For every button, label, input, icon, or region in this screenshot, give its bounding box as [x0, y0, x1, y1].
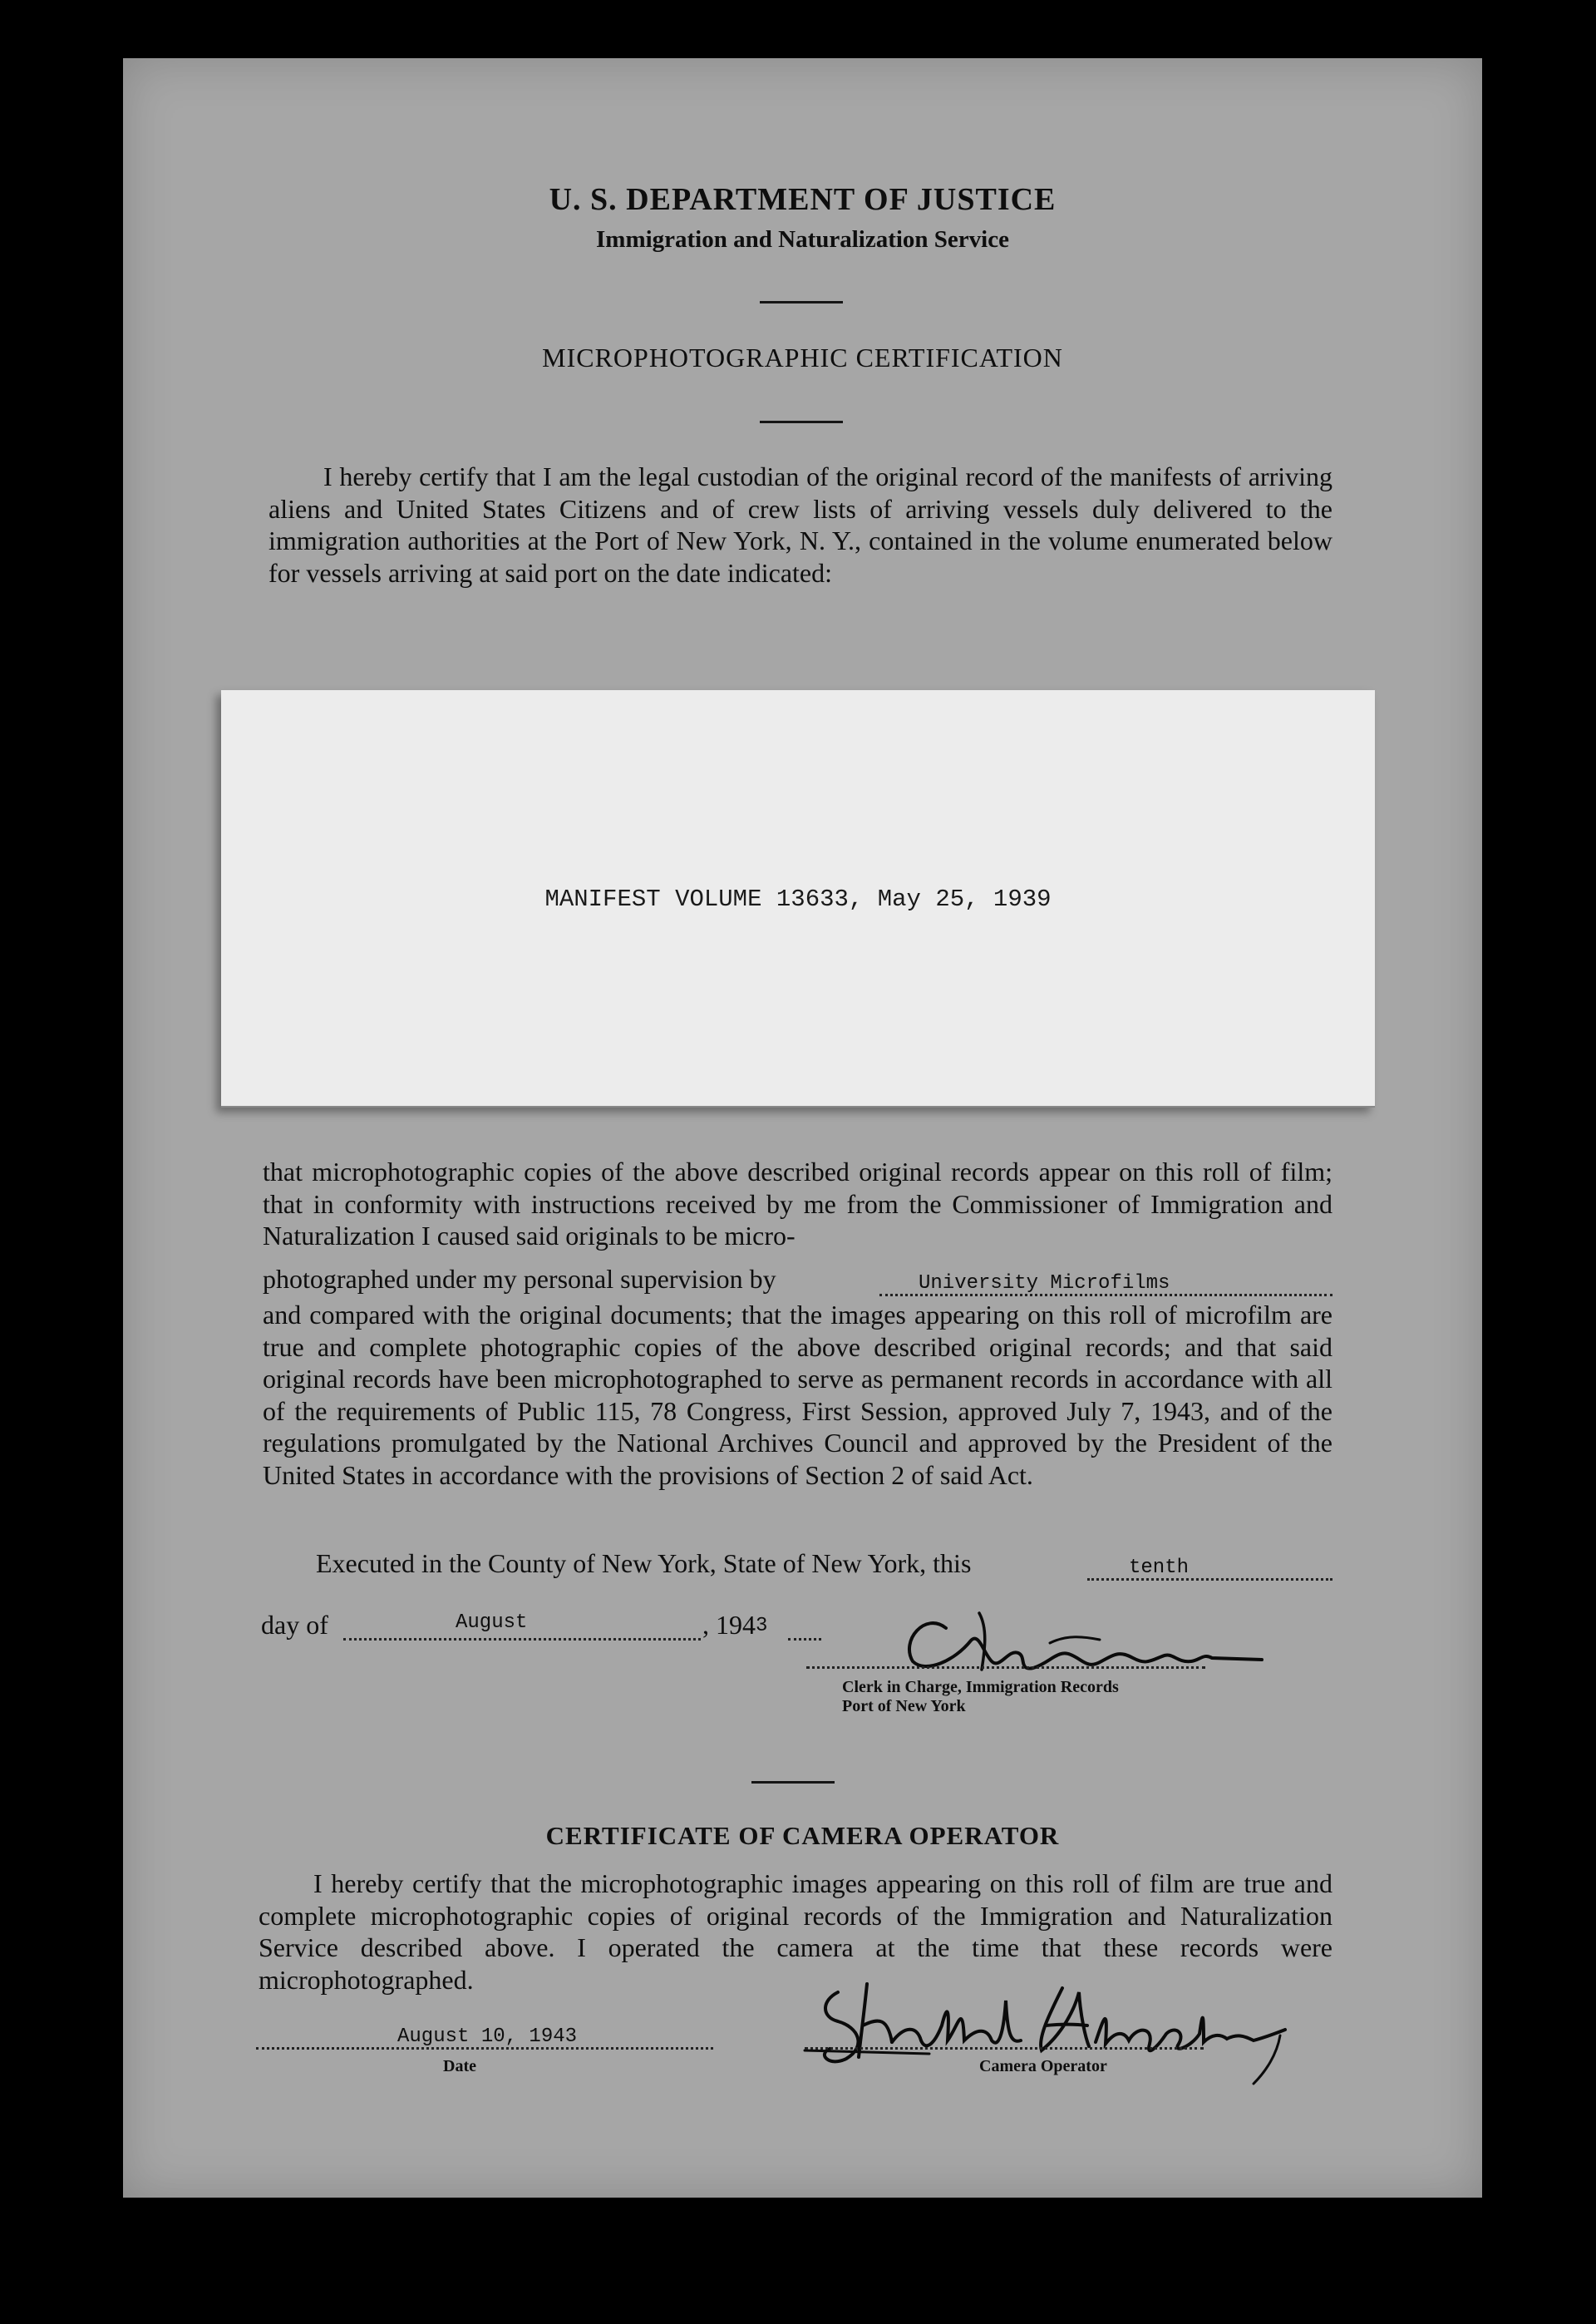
body-paragraph-part1: that microphotographic copies of the above described original records appear on this roll of film; that in conformity with instructions received by me from the Commissioner of Immigration and Naturalization I caused said originals to be micro-: [263, 1157, 1332, 1251]
divider-rule-2: [760, 421, 843, 423]
clerk-title-line2: Port of New York: [842, 1697, 966, 1715]
day-dotline: [1087, 1578, 1332, 1581]
photographed-by-label: photographed under my personal supervision by: [263, 1264, 776, 1294]
volume-slip-text: MANIFEST VOLUME 13633, May 25, 1939: [544, 886, 1052, 913]
month-dotline: [343, 1638, 701, 1641]
service-subheading: Immigration and Naturalization Service: [596, 226, 1009, 253]
date-value: August 10, 1943: [397, 2025, 578, 2048]
year-field: , 1943: [702, 1610, 768, 1640]
clerk-title: [842, 1678, 1119, 1716]
department-heading: U. S. DEPARTMENT OF JUSTICE: [549, 182, 1057, 217]
divider-rule-1: [760, 301, 843, 303]
divider-rule-3: [751, 1781, 835, 1784]
year-suffix: 3: [756, 1615, 768, 1637]
intro-paragraph: I hereby certify that I am the legal custodian of the original record of the manifests of arriving aliens and United States Citizens and of crew lists of arriving vessels duly delivered to the immigration authorities at the Port of New York, N. Y., contained in the volume enumerated below for vessels arriving at said port on the date indicated:: [268, 461, 1332, 588]
photographed-by-value: University Microfilms: [919, 1272, 1170, 1295]
certification-title: MICROPHOTOGRAPHIC CERTIFICATION: [542, 343, 1063, 373]
volume-slip: [221, 690, 1375, 1108]
date-label: Date: [443, 2057, 476, 2075]
camera-operator-paragraph: I hereby certify that the microphotographic images appearing on this roll of film are true and complete microphotographic copies of original records of the Immigration and Naturalization Service described above. I operated the camera at the time that these records were microphotographed.: [259, 1868, 1332, 1995]
clerk-signature: [800, 1603, 1341, 1686]
body-paragraph-part2: and compared with the original documents; that the images appearing on this roll of microfilm are true and complete photographic copies of the above described original records; and that said original records have been microphotographed to serve as permanent records in accordance with all of the requirements of Public 115, 78 Congress, First Session, approved July 7, 1943, and of the regulations promulgated by the National Archives Council and approved by the President of the United States in accordance with the provisions of Section 2 of said Act.: [263, 1300, 1332, 1490]
certificate-page: [123, 58, 1482, 2198]
operator-signature-dotline: [805, 2047, 1204, 2050]
clerk-signature-dotline: [806, 1666, 1205, 1669]
camera-operator-title: CERTIFICATE OF CAMERA OPERATOR: [545, 1821, 1060, 1850]
day-value: tenth: [1129, 1557, 1190, 1579]
year-prefix: 194: [716, 1610, 756, 1640]
camera-operator-label: Camera Operator: [979, 2057, 1107, 2075]
month-value: August: [456, 1611, 528, 1634]
day-of-label: day of: [261, 1610, 328, 1640]
executed-label: Executed in the County of New York, State of New York, this: [316, 1548, 972, 1578]
clerk-title-line1: Clerk in Charge, Immigration Records: [842, 1678, 1119, 1696]
